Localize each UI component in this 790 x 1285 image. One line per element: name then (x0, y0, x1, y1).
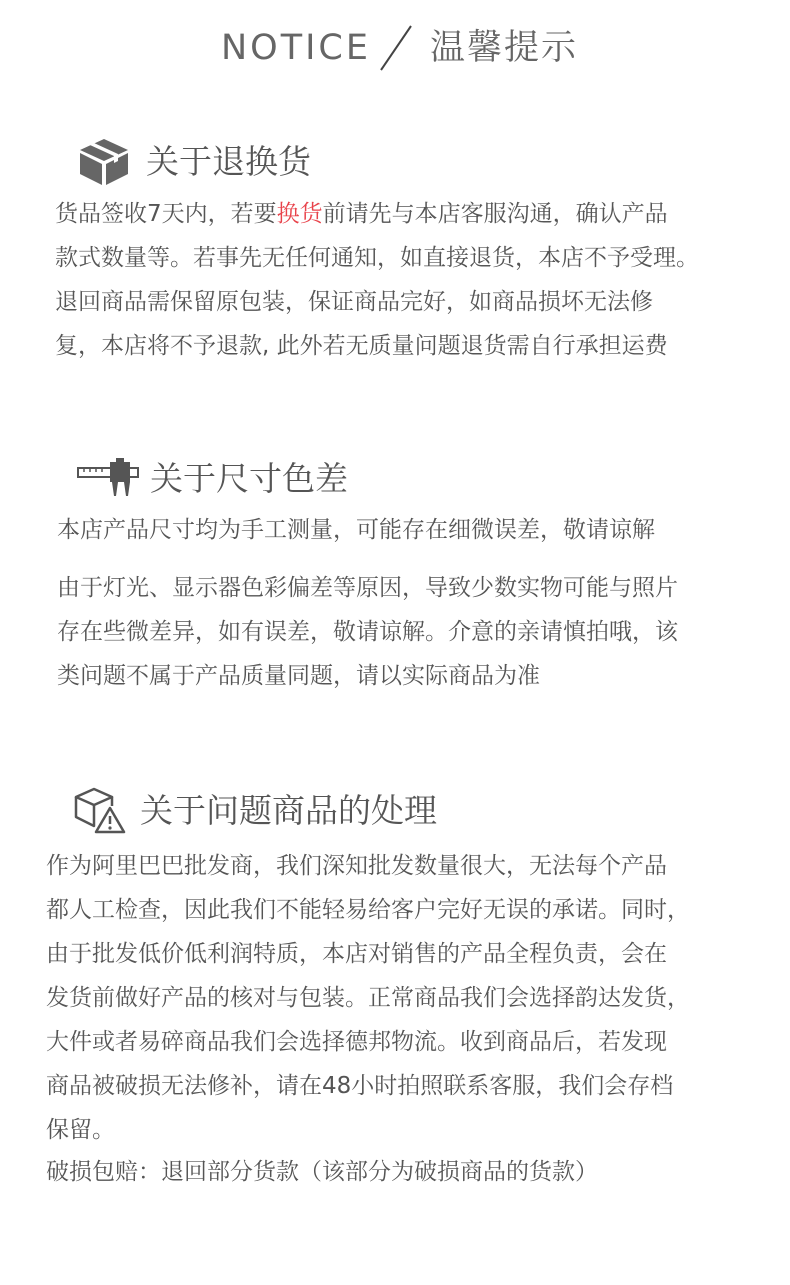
section-problem-title: 关于问题商品的处理 (140, 791, 437, 830)
section-problem-line-1: 作为阿里巴巴批发商，我们深知批发数量很大，无法每个产品 (46, 853, 667, 879)
section-returns-line-4: 复，本店将不予退款, 此外若无质量问题退货需自行承担运费 (55, 333, 668, 359)
section-problem-line-3: 由于批发低价低利润特质，本店对销售的产品全程负责，会在 (46, 941, 667, 967)
notice-title-en: NOTICE (221, 28, 371, 68)
section-problem-line-7: 保留。 (46, 1117, 115, 1143)
section-problem-line-5: 大件或者易碎商品我们会选择德邦物流。收到商品后，若发现 (46, 1029, 667, 1055)
slash-divider-icon (375, 22, 415, 74)
section-returns-heading (78, 137, 378, 187)
section-size-line-2: 由于灯光、显示器色彩偏差等原因，导致少数实物可能与照片 (57, 575, 678, 601)
section-returns-title: 关于退换货 (146, 142, 311, 181)
section-returns-line-1: 货品签收7天内，若要换货前请先与本店客服沟通，确认产品 (55, 201, 668, 227)
caliper-ruler-icon (76, 454, 140, 500)
section-size-line-4: 类问题不属于产品质量同题，请以实际商品为准 (57, 663, 540, 689)
package-box-icon (78, 137, 130, 187)
notice-header (0, 22, 790, 74)
section-problem-line-4: 发货前做好产品的核对与包装。正常商品我们会选择韵达发货， (46, 985, 690, 1011)
section-problem-heading (72, 786, 492, 836)
exchange-highlight: 换货 (276, 201, 323, 227)
section-size-line-1: 本店产品尺寸均为手工测量，可能存在细微误差，敬请谅解 (57, 517, 655, 543)
section-size-title: 关于尺寸色差 (150, 459, 348, 498)
section-returns-line-2: 款式数量等。若事先无任何通知，如直接退货，本店不予受理。 (55, 245, 699, 271)
section-problem-line-6: 商品被破损无法修补，请在48小时拍照联系客服，我们会存档 (46, 1073, 674, 1099)
section-size-line-3: 存在些微差异，如有误差，敬请谅解。介意的亲请慎拍哦，该 (57, 619, 678, 645)
section-problem-line-8: 破损包赔：退回部分货款（该部分为破损商品的货款） (46, 1159, 598, 1185)
section-returns-line-3: 退回商品需保留原包装，保证商品完好，如商品损坏无法修 (55, 289, 653, 315)
notice-title-cn: 温馨提示 (430, 28, 579, 68)
section-problem-line-2: 都人工检查，因此我们不能轻易给客户完好无误的承诺。同时， (46, 897, 690, 923)
section-size-heading (76, 454, 396, 504)
damaged-box-warning-icon (72, 786, 126, 836)
